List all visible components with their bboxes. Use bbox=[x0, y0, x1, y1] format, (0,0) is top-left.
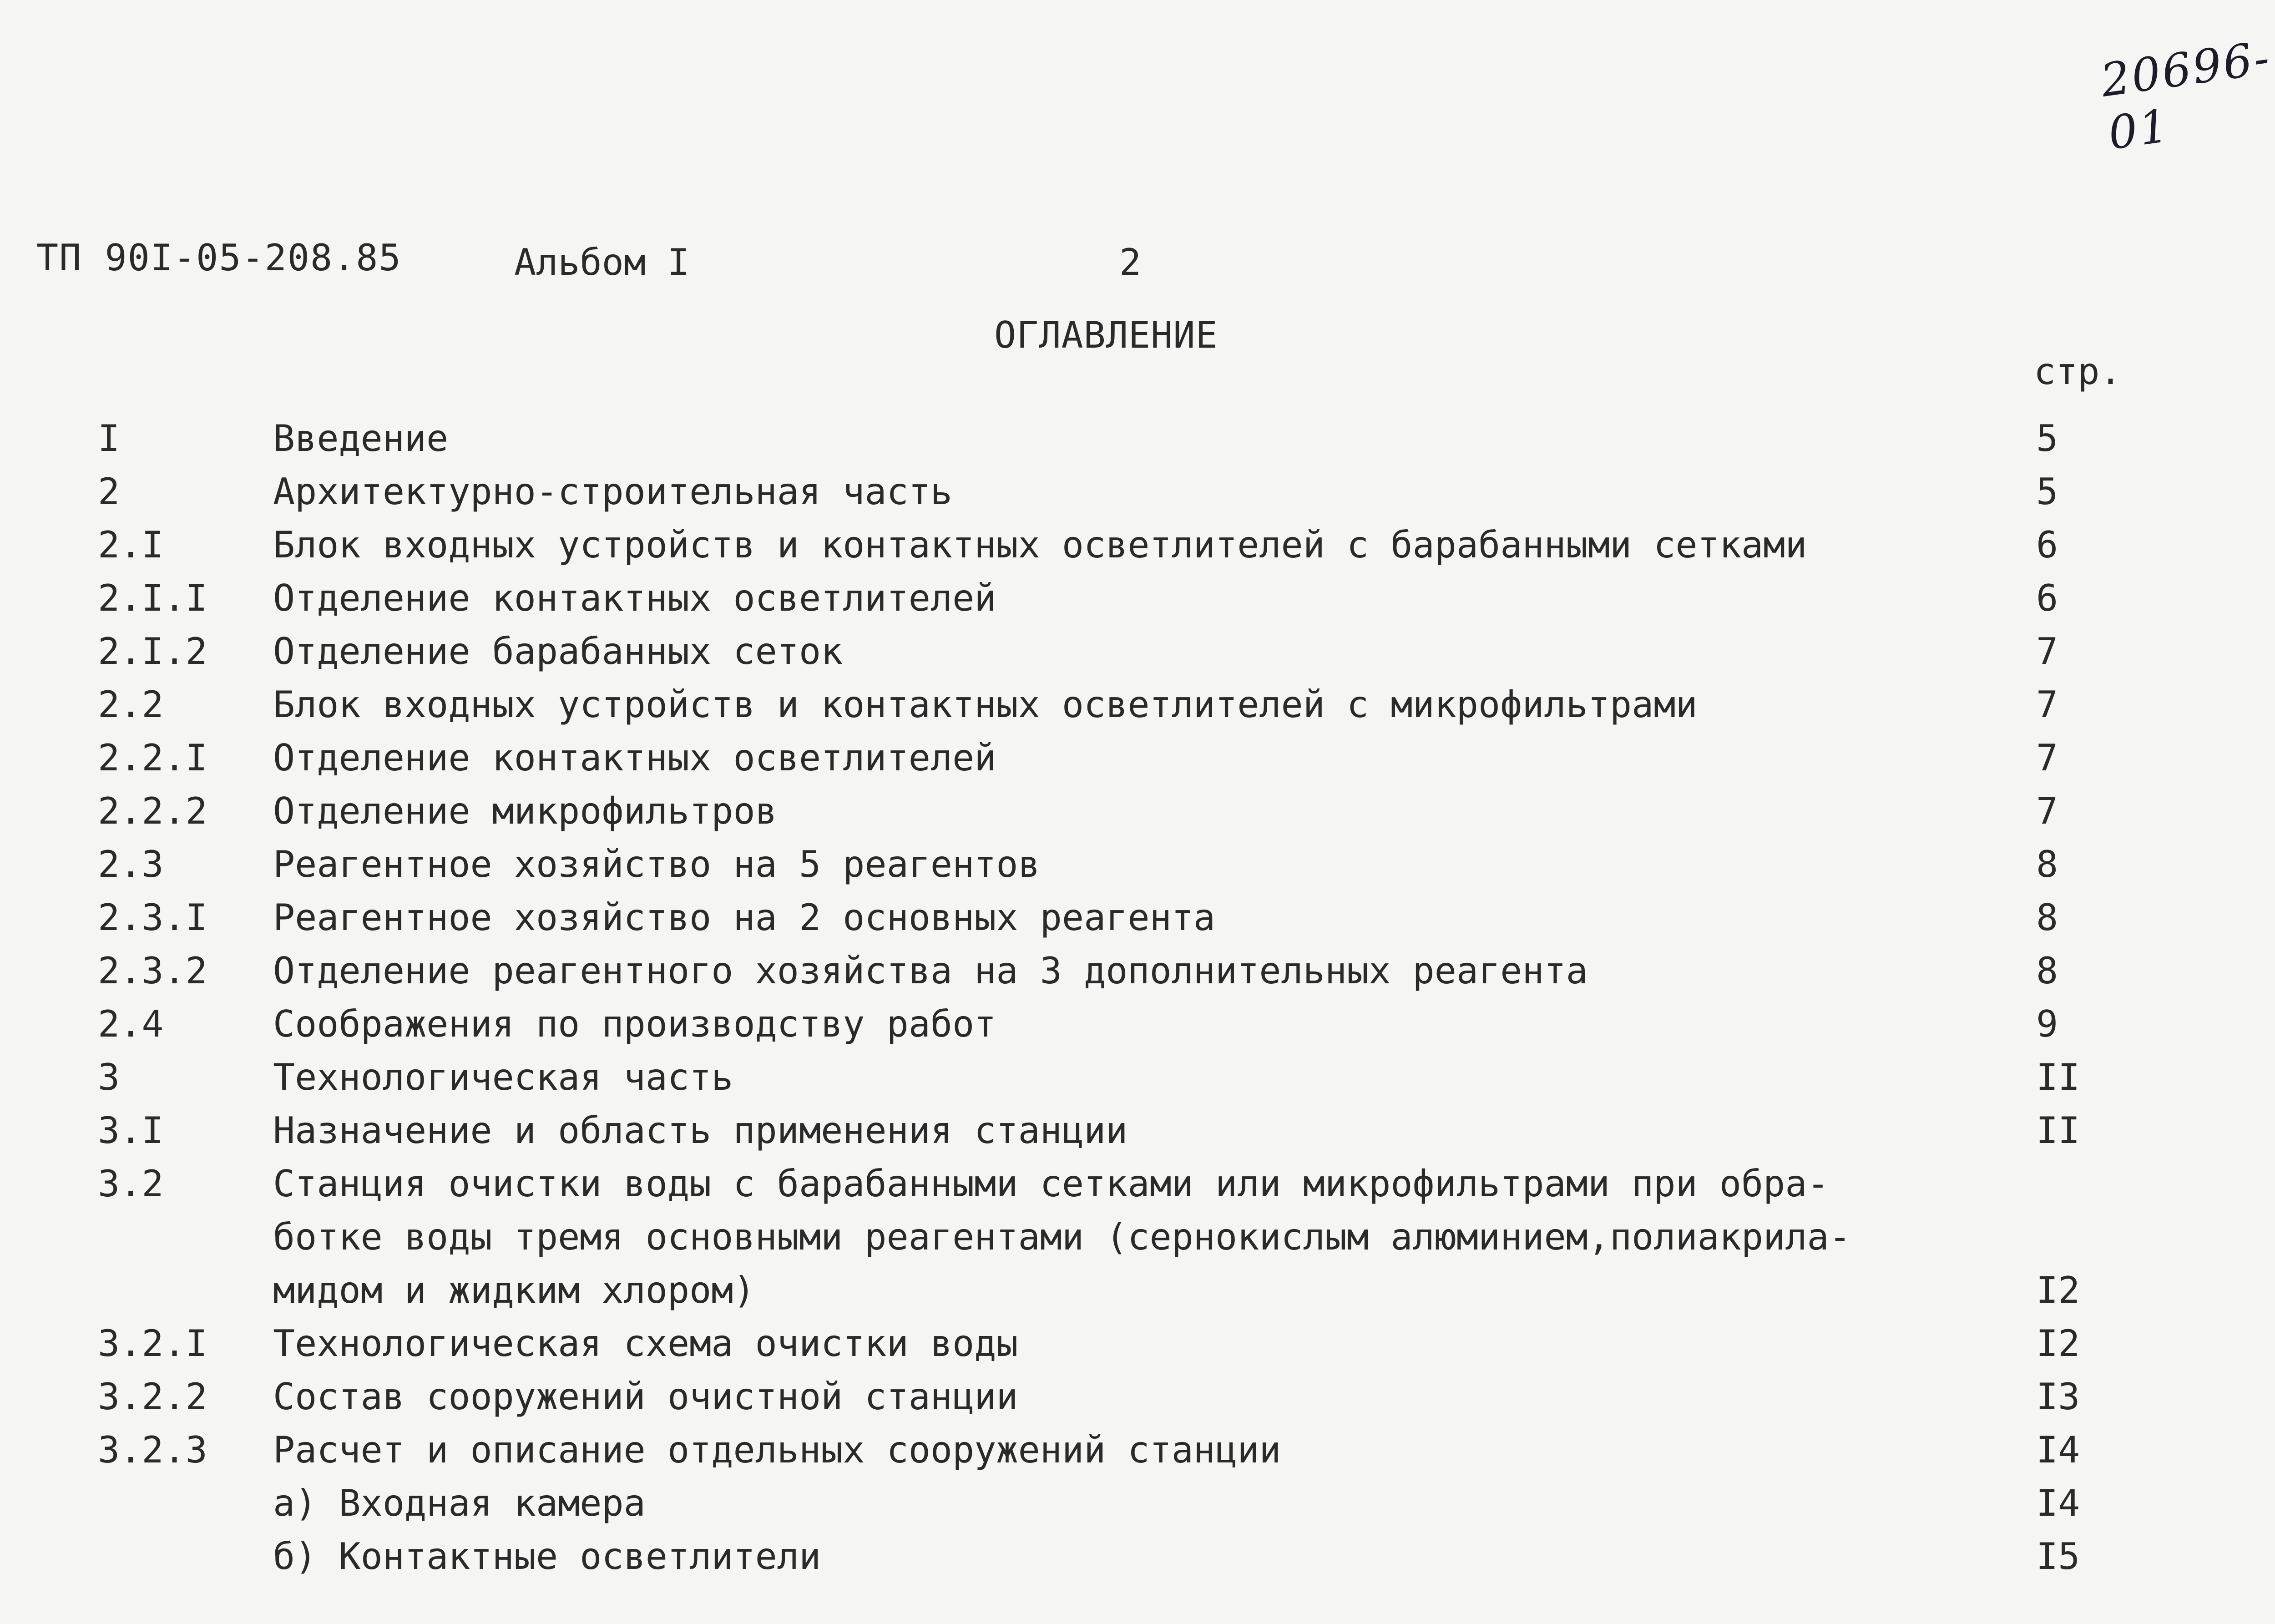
toc-entry-title: Отделение контактных осветлителей bbox=[273, 737, 996, 779]
toc-entry bbox=[98, 1104, 2145, 1157]
page-column-label: стр. bbox=[2034, 350, 2122, 393]
toc-entry-title: Расчет и описание отдельных сооружений станции bbox=[273, 1429, 1281, 1471]
toc-entry-number: 2 bbox=[98, 471, 120, 513]
toc-entry-page: II bbox=[2036, 1109, 2080, 1152]
toc-entry-number: 3 bbox=[98, 1056, 120, 1098]
toc-entry-number: 2.2.2 bbox=[98, 790, 207, 832]
toc-entry-page: I4 bbox=[2036, 1429, 2080, 1471]
toc-entry-title: Соображения по производству работ bbox=[273, 1003, 996, 1045]
toc-entry bbox=[98, 1530, 2145, 1583]
toc-entry-page: 7 bbox=[2036, 630, 2058, 673]
toc-entry-page: I5 bbox=[2036, 1535, 2080, 1578]
table-of-contents bbox=[98, 412, 2145, 1583]
toc-entry-page: 5 bbox=[2036, 471, 2058, 513]
toc-entry bbox=[98, 1317, 2145, 1370]
toc-entry bbox=[98, 1423, 2145, 1477]
toc-entry bbox=[98, 997, 2145, 1051]
toc-entry-page: I2 bbox=[2036, 1322, 2080, 1365]
toc-entry-page: 6 bbox=[2036, 577, 2058, 619]
toc-entry bbox=[98, 1477, 2145, 1530]
toc-entry-number: 2.I bbox=[98, 524, 164, 566]
toc-entry-number: 3.2.2 bbox=[98, 1376, 207, 1418]
toc-entry-title: а) Входная камера bbox=[273, 1482, 646, 1524]
toc-entry-page: 9 bbox=[2036, 1003, 2058, 1045]
toc-entry-title: Станция очистки воды с барабанными сетками или микрофильтрами при обра- ботке воды тремя основными реагентами (сернокислым алюминием,полиакрила- мидом и жидким хлором) bbox=[273, 1163, 1851, 1311]
toc-entry-number: 3.I bbox=[98, 1109, 164, 1152]
toc-entry bbox=[98, 838, 2145, 891]
toc-entry-number: 3.2 bbox=[98, 1163, 164, 1205]
toc-entry bbox=[98, 1051, 2145, 1104]
toc-entry-title: Технологическая часть bbox=[273, 1056, 733, 1098]
toc-entry bbox=[98, 891, 2145, 944]
album-label: Альбом I bbox=[514, 241, 690, 283]
toc-entry-page: 7 bbox=[2036, 683, 2058, 726]
toc-entry-title: Назначение и область применения станции bbox=[273, 1109, 1128, 1152]
toc-entry-number: I bbox=[98, 417, 120, 460]
toc-entry-title: Отделение микрофильтров bbox=[273, 790, 777, 832]
toc-entry-number: 3.2.3 bbox=[98, 1429, 207, 1471]
toc-entry bbox=[98, 731, 2145, 784]
toc-entry bbox=[98, 1370, 2145, 1423]
page-number: 2 bbox=[1119, 241, 1142, 283]
toc-entry-number: 2.2 bbox=[98, 683, 164, 726]
handwritten-archive-number: 20696-01 bbox=[2098, 30, 2275, 160]
toc-entry-page: 6 bbox=[2036, 524, 2058, 566]
toc-entry-title: Введение bbox=[273, 417, 449, 460]
toc-entry-title: Отделение контактных осветлителей bbox=[273, 577, 996, 619]
toc-entry-page: 5 bbox=[2036, 417, 2058, 460]
toc-entry bbox=[98, 784, 2145, 838]
toc-entry-title: Архитектурно-строительная часть bbox=[273, 471, 953, 513]
toc-entry-number: 2.3.2 bbox=[98, 950, 207, 992]
toc-entry bbox=[98, 944, 2145, 997]
toc-entry-page: I3 bbox=[2036, 1376, 2080, 1418]
toc-entry bbox=[98, 412, 2145, 465]
toc-entry-page: II bbox=[2036, 1056, 2080, 1098]
toc-entry bbox=[98, 678, 2145, 731]
toc-entry-page: 7 bbox=[2036, 737, 2058, 779]
toc-entry-number: 2.3.I bbox=[98, 896, 207, 939]
toc-entry-page: 8 bbox=[2036, 950, 2058, 992]
toc-entry-number: 2.3 bbox=[98, 843, 164, 885]
toc-entry-number: 3.2.I bbox=[98, 1322, 207, 1365]
toc-entry-title: Состав сооружений очистной станции bbox=[273, 1376, 1018, 1418]
toc-entry-page: 8 bbox=[2036, 843, 2058, 885]
toc-entry-page: I4 bbox=[2036, 1482, 2080, 1524]
toc-entry-title: Реагентное хозяйство на 2 основных реагента bbox=[273, 896, 1216, 939]
document-header bbox=[36, 237, 1219, 291]
toc-entry-title: Технологическая схема очистки воды bbox=[273, 1322, 1018, 1365]
toc-entry bbox=[98, 465, 2145, 518]
toc-entry-title: б) Контактные осветлители bbox=[273, 1535, 821, 1578]
toc-entry-page: I2 bbox=[2036, 1269, 2080, 1311]
toc-entry-number: 2.I.I bbox=[98, 577, 207, 619]
toc-entry bbox=[98, 518, 2145, 572]
toc-entry-title: Блок входных устройств и контактных осветлителей с барабанными сетками bbox=[273, 524, 1807, 566]
toc-entry-title: Отделение реагентного хозяйства на 3 дополнительных реагента bbox=[273, 950, 1588, 992]
toc-entry-title: Отделение барабанных сеток bbox=[273, 630, 843, 673]
toc-entry-title: Блок входных устройств и контактных осветлителей с микрофильтрами bbox=[273, 683, 1698, 726]
toc-entry bbox=[98, 1157, 2145, 1317]
toc-entry-number: 2.I.2 bbox=[98, 630, 207, 673]
toc-entry bbox=[98, 572, 2145, 625]
toc-heading: ОГЛАВЛЕНИЕ bbox=[994, 314, 1218, 356]
document-code: ТП 90I-05-208.85 bbox=[36, 237, 402, 279]
toc-entry-number: 2.2.I bbox=[98, 737, 207, 779]
toc-entry-number: 2.4 bbox=[98, 1003, 164, 1045]
toc-entry-page: 8 bbox=[2036, 896, 2058, 939]
toc-entry-title: Реагентное хозяйство на 5 реагентов bbox=[273, 843, 1040, 885]
toc-entry bbox=[98, 625, 2145, 678]
toc-entry-page: 7 bbox=[2036, 790, 2058, 832]
